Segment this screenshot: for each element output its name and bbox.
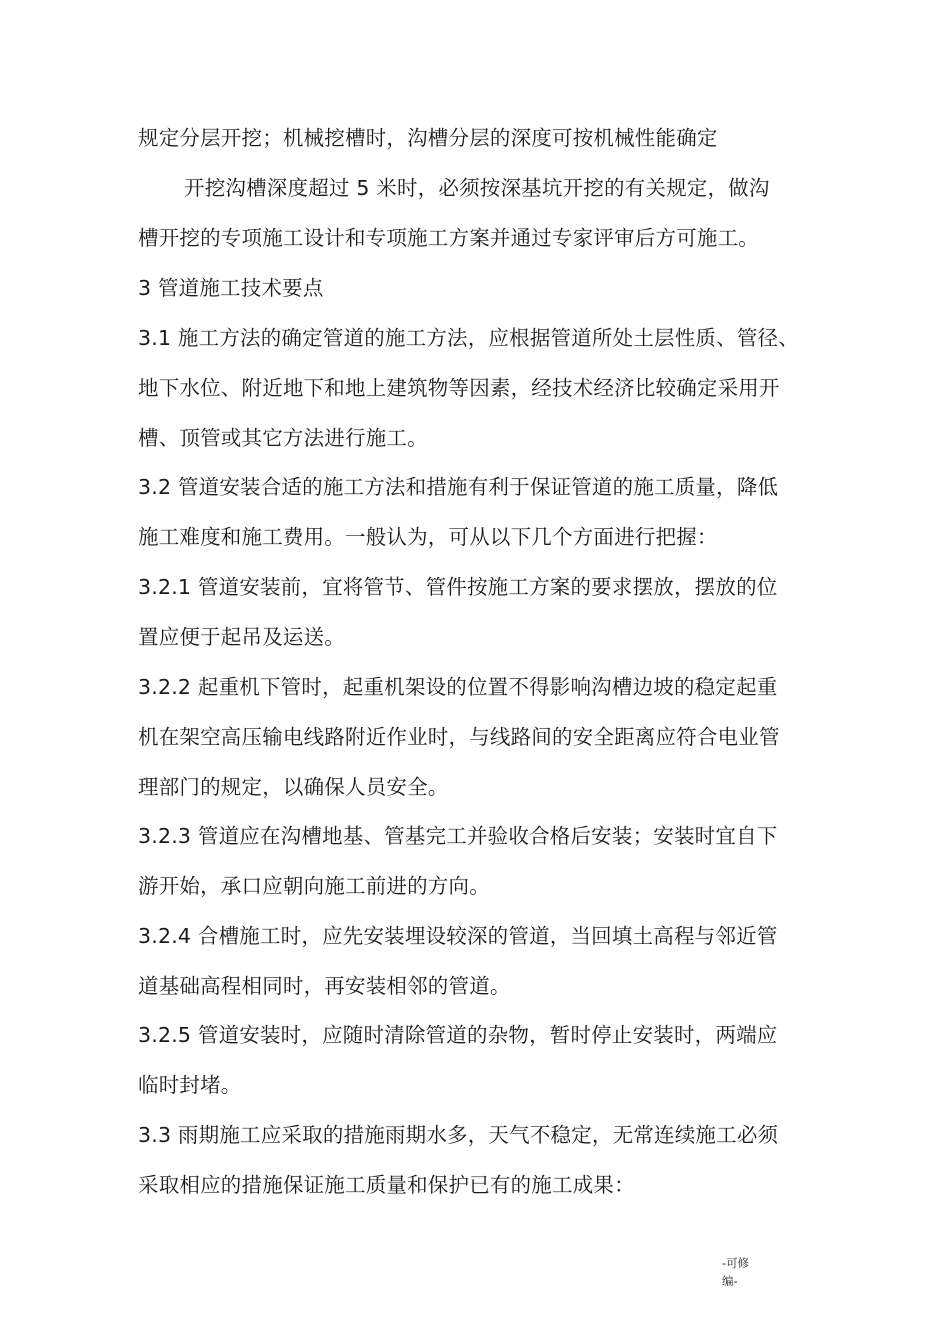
- text-line: 置应便于起吊及运送。: [138, 625, 345, 649]
- text-line: 理部门的规定，以确保人员安全。: [138, 775, 449, 799]
- text-line: 3.3 雨期施工应采取的措施雨期水多，天气不稳定，无常连续施工必须: [138, 1123, 779, 1147]
- text-line: 开挖沟槽深度超过 5 米时，必须按深基坑开挖的有关规定，做沟: [184, 176, 770, 200]
- footer-note-line2: 编-: [722, 1274, 738, 1288]
- footer-note-line1: -可修: [722, 1256, 750, 1270]
- text-line: 规定分层开挖；机械挖槽时，沟槽分层的深度可按机械性能确定: [138, 126, 718, 150]
- text-line: 3.2.4 合槽施工时，应先安装埋设较深的管道，当回填土高程与邻近管: [138, 924, 778, 948]
- text-line: 3.2 管道安装合适的施工方法和措施有利于保证管道的施工质量，降低: [138, 475, 779, 499]
- text-line: 地下水位、附近地下和地上建筑物等因素，经技术经济比较确定采用开: [138, 376, 780, 400]
- text-line: 3.2.3 管道应在沟槽地基、管基完工并验收合格后安装；安装时宜自下: [138, 824, 778, 848]
- text-line: 游开始，承口应朝向施工前进的方向。: [138, 874, 490, 898]
- text-line: 槽开挖的专项施工设计和专项施工方案并通过专家评审后方可施工。: [138, 226, 759, 250]
- text-line: 道基础高程相同时，再安装相邻的管道。: [138, 974, 511, 998]
- text-line: 3.2.2 起重机下管时，起重机架设的位置不得影响沟槽边坡的稳定起重: [138, 675, 778, 699]
- text-line: 施工难度和施工费用。一般认为，可从以下几个方面进行把握：: [138, 525, 718, 549]
- text-line: 采取相应的措施保证施工质量和保护已有的施工成果：: [138, 1173, 635, 1197]
- text-line: 3.2.1 管道安装前，宜将管节、管件按施工方案的要求摆放，摆放的位: [138, 575, 778, 599]
- section-heading: 3 管道施工技术要点: [138, 276, 324, 300]
- text-line: 机在架空高压输电线路附近作业时，与线路间的安全距离应符合电业管: [138, 725, 780, 749]
- text-line: 3.1 施工方法的确定管道的施工方法，应根据管道所处土层性质、管径、: [138, 326, 799, 350]
- text-line: 临时封堵。: [138, 1073, 242, 1097]
- text-line: 3.2.5 管道安装时，应随时清除管道的杂物，暂时停止安装时，两端应: [138, 1023, 778, 1047]
- text-line: 槽、顶管或其它方法进行施工。: [138, 426, 428, 450]
